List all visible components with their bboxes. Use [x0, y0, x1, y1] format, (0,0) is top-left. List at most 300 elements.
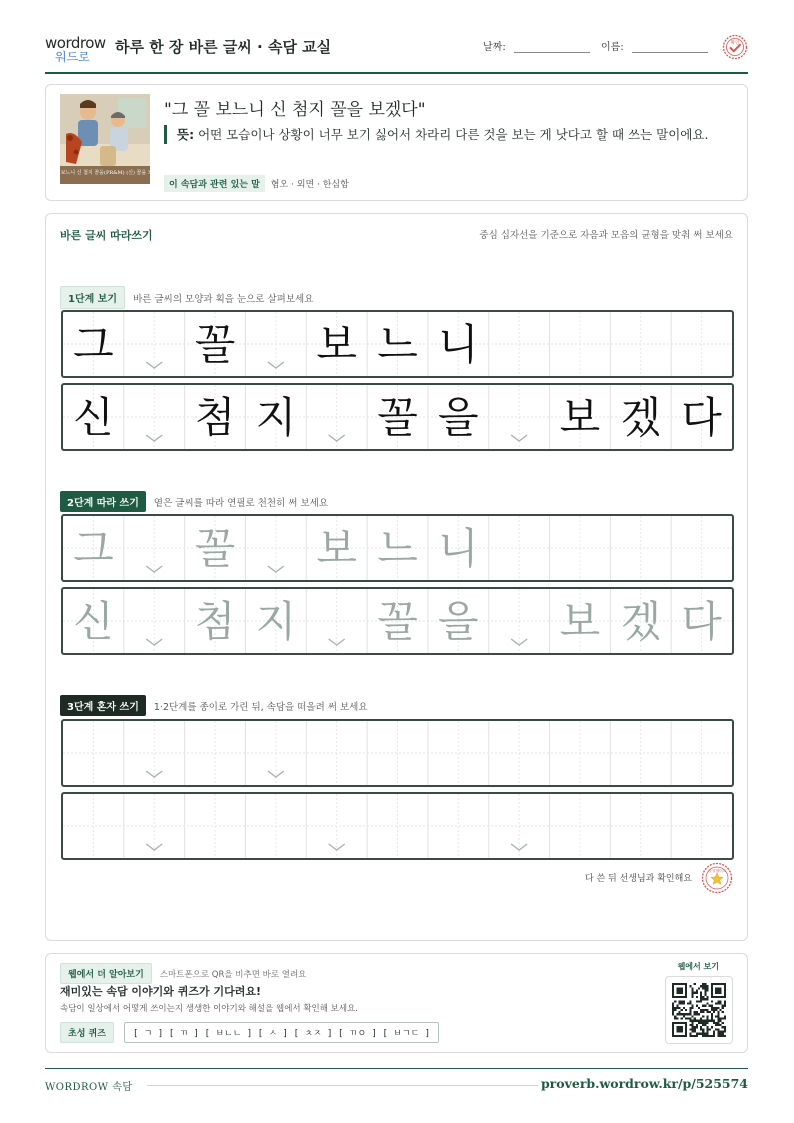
qr-module: [717, 1007, 719, 1009]
date-field[interactable]: [483, 38, 590, 53]
qr-module: [676, 1007, 678, 1009]
qr-module: [702, 1028, 704, 1030]
trace-character: 그: [73, 524, 114, 573]
qr-module: [681, 1009, 683, 1011]
qr-module: [689, 1013, 691, 1015]
qr-module: [700, 996, 702, 998]
trace-character: 느: [377, 524, 418, 573]
step-3-row-2[interactable]: [61, 792, 734, 860]
qr-module: [717, 1015, 719, 1017]
model-character: 지: [255, 393, 297, 442]
qr-module: [691, 1035, 693, 1037]
writing-grid: [63, 516, 732, 580]
qr-module: [674, 1000, 676, 1002]
qr-module: [702, 987, 704, 989]
qr-module: [713, 1011, 715, 1013]
qr-module: [722, 1005, 724, 1007]
qr-module: [685, 1013, 687, 1015]
qr-module: [709, 1005, 711, 1007]
qr-module: [689, 1009, 691, 1011]
qr-module: [704, 987, 706, 989]
trace-character: 겠: [620, 597, 662, 646]
qr-module: [724, 1005, 726, 1007]
qr-module: [702, 1011, 704, 1013]
qr-module: [707, 1015, 709, 1017]
qr-module: [711, 1005, 713, 1007]
qr-module: [702, 1015, 704, 1017]
qr-module: [704, 1005, 706, 1007]
qr-module: [715, 1015, 717, 1017]
model-character: 그: [73, 320, 114, 369]
qr-module: [700, 985, 702, 987]
practice-panel: [45, 213, 748, 941]
qr-module: [691, 989, 693, 991]
qr-module: [720, 1002, 722, 1004]
qr-module: [700, 1000, 702, 1002]
qr-module: [678, 1007, 680, 1009]
trace-character: 신: [73, 597, 114, 646]
qr-module: [689, 1035, 691, 1037]
stamp-text: 확인: [730, 41, 740, 46]
model-character: 첨: [194, 393, 236, 442]
quiz-answer-box[interactable]: [ ㄱ ] [ ㄲ ] [ ㅂㄴㄴ ] [ ㅅ ] [ ㅊㅈ ] [ ㄲㅇ ] [ ㅂㄱㄷ ]: [124, 1022, 439, 1043]
qr-module: [691, 1031, 693, 1033]
step-1-badge: 1단계 보기: [60, 286, 125, 309]
qr-label: 웹에서 보기: [677, 962, 719, 971]
qr-module: [702, 1020, 704, 1022]
qr-module: [707, 1020, 709, 1022]
logo-korean: 워드로: [55, 50, 90, 64]
model-character: 을: [438, 393, 479, 442]
footer-url[interactable]: proverb.wordrow.kr/p/525574: [540, 1076, 748, 1091]
qr-module: [691, 1024, 693, 1026]
step-1-row-2: [61, 383, 734, 451]
qr-module: [698, 987, 700, 989]
qr-module: [707, 1011, 709, 1013]
qr-module: [715, 1007, 717, 1009]
qr-module: [717, 1018, 719, 1020]
qr-module: [720, 1033, 722, 1035]
qr-module: [687, 1018, 689, 1020]
qr-module: [698, 1007, 700, 1009]
web-badge: 웹에서 더 알아보기: [60, 963, 152, 984]
qr-module: [689, 1028, 691, 1030]
qr-module: [700, 1028, 702, 1030]
model-character: 보: [316, 320, 357, 369]
qr-module: [689, 1000, 691, 1002]
qr-module: [696, 1026, 698, 1028]
qr-module: [689, 1020, 691, 1022]
date-line[interactable]: [514, 41, 590, 53]
related-words-row: [164, 175, 349, 192]
qr-module: [715, 1028, 717, 1030]
qr-module: [672, 1002, 674, 1004]
qr-module: [698, 1020, 700, 1022]
wordrow-logo: [45, 34, 109, 64]
qr-module: [698, 1033, 700, 1035]
qr-module: [711, 1026, 713, 1028]
qr-module: [700, 1020, 702, 1022]
footer-divider: [147, 1085, 538, 1086]
qr-module: [702, 1009, 704, 1011]
quiz-label: 초성 퀴즈: [60, 1022, 114, 1043]
qr-module: [700, 998, 702, 1000]
qr-module: [700, 1033, 702, 1035]
qr-module: [678, 1000, 680, 1002]
proverb-card: [45, 84, 748, 201]
model-character: 꼴: [377, 393, 418, 442]
qr-module: [696, 996, 698, 998]
qr-module: [672, 1009, 674, 1011]
qr-module: [717, 1002, 719, 1004]
qr-module: [704, 1035, 706, 1037]
trace-character: 꼴: [377, 597, 418, 646]
qr-module: [694, 1011, 696, 1013]
qr-module: [713, 1020, 715, 1022]
qr-module: [674, 1018, 676, 1020]
proverb-title: "그 꼴 보느니 신 첨지 꼴을 보겠다": [164, 100, 426, 120]
qr-module: [672, 1005, 674, 1007]
qr-module: [691, 1026, 693, 1028]
qr-module: [713, 1022, 715, 1024]
qr-module: [715, 1024, 717, 1026]
name-label: 이름:: [601, 42, 624, 53]
step-2-row-1[interactable]: [61, 514, 734, 582]
qr-module: [717, 1000, 719, 1002]
qr-module: [696, 992, 698, 994]
qr-module: [717, 1011, 719, 1013]
web-subtext: 속담이 일상에서 어떻게 쓰이는지 생생한 이야기와 해설을 웹에서 확인해 보세요.: [60, 1004, 358, 1014]
name-line[interactable]: [632, 41, 708, 53]
trace-character: 지: [255, 597, 297, 646]
qr-module: [702, 1031, 704, 1033]
footer-brand: WORDROW 속담: [45, 1082, 133, 1093]
qr-module: [709, 1020, 711, 1022]
qr-module: [702, 1035, 704, 1037]
qr-module: [683, 1007, 685, 1009]
qr-module: [694, 1018, 696, 1020]
qr-module: [707, 1031, 709, 1033]
qr-module: [700, 1022, 702, 1024]
qr-module: [689, 1007, 691, 1009]
qr-module: [717, 1031, 719, 1033]
qr-module: [707, 1035, 709, 1037]
qr-module: [724, 1018, 726, 1020]
step-2-row-2[interactable]: [61, 587, 734, 655]
qr-finder: [676, 987, 682, 993]
related-words: 혐오 · 외면 · 한심함: [270, 180, 349, 190]
trace-character: 보: [559, 597, 601, 646]
qr-module: [707, 989, 709, 991]
page-title: 하루 한 장 바른 글씨 · 속담 교실: [115, 38, 332, 56]
step-2-header: [60, 491, 328, 512]
qr-module: [715, 1002, 717, 1004]
qr-module: [702, 1005, 704, 1007]
writing-grid: [63, 385, 732, 449]
qr-module: [715, 1009, 717, 1011]
model-character: 꼴: [194, 320, 236, 369]
qr-module: [681, 1013, 683, 1015]
qr-code[interactable]: [665, 976, 733, 1044]
qr-module: [683, 1015, 685, 1017]
qr-module: [691, 1028, 693, 1030]
check-stamp-icon: [722, 34, 748, 60]
model-character: 다: [681, 393, 722, 442]
qr-module: [704, 989, 706, 991]
qr-module: [722, 1035, 724, 1037]
qr-module: [704, 1033, 706, 1035]
trace-character: 을: [438, 597, 479, 646]
qr-module: [704, 983, 706, 985]
qr-module: [707, 996, 709, 998]
qr-module: [707, 1026, 709, 1028]
qr-module: [711, 1035, 713, 1037]
qr-module: [704, 992, 706, 994]
qr-module: [722, 1011, 724, 1013]
trace-character: 첨: [194, 597, 236, 646]
qr-module: [702, 985, 704, 987]
qr-module: [704, 1024, 706, 1026]
qr-module: [696, 1011, 698, 1013]
date-label: 날짜:: [483, 42, 506, 53]
qr-module: [717, 1013, 719, 1015]
step-3-badge: 3단계 혼자 쓰기: [60, 695, 146, 716]
qr-module: [704, 1022, 706, 1024]
practice-hint: 중심 십자선을 기준으로 자음과 모음의 균형을 맞춰 써 보세요: [479, 230, 733, 241]
web-card: [45, 953, 748, 1053]
qr-module: [724, 1035, 726, 1037]
writing-grid: [63, 312, 732, 376]
model-character: 겠: [620, 393, 662, 442]
qr-module: [687, 1002, 689, 1004]
qr-module: [707, 987, 709, 989]
qr-module: [683, 1002, 685, 1004]
qr-module: [724, 1031, 726, 1033]
qr-module: [702, 1022, 704, 1024]
qr-module: [685, 1009, 687, 1011]
teacher-stamp-text: 참 잘했어요: [707, 869, 727, 873]
qr-module: [694, 1013, 696, 1015]
qr-module: [722, 1018, 724, 1020]
qr-module: [713, 1035, 715, 1037]
qr-module: [702, 998, 704, 1000]
qr-module: [678, 1013, 680, 1015]
qr-module: [707, 1018, 709, 1020]
qr-module: [696, 1033, 698, 1035]
qr-module: [724, 1028, 726, 1030]
qr-module: [691, 992, 693, 994]
model-character: 신: [73, 393, 114, 442]
qr-module: [689, 1018, 691, 1020]
qr-module: [698, 1000, 700, 1002]
qr-module: [709, 1011, 711, 1013]
qr-module: [687, 1013, 689, 1015]
qr-module: [696, 1005, 698, 1007]
qr-module: [717, 1022, 719, 1024]
trace-character: 꼴: [194, 524, 236, 573]
qr-module: [691, 1005, 693, 1007]
qr-module: [713, 1007, 715, 1009]
qr-module: [694, 1020, 696, 1022]
trace-character: 보: [316, 524, 357, 573]
meaning-text: 어떤 모습이나 상황이 너무 보기 싫어서 차라리 다른 것을 보는 게 낫다고 할 때 쓰는 말이에요.: [198, 127, 709, 142]
step-3-header: [60, 695, 368, 716]
qr-module: [678, 1011, 680, 1013]
qr-module: [702, 983, 704, 985]
qr-finder: [676, 1026, 682, 1032]
page-header: [45, 28, 748, 74]
qr-module: [722, 1022, 724, 1024]
qr-module: [689, 1011, 691, 1013]
qr-module: [694, 1035, 696, 1037]
qr-module: [696, 1000, 698, 1002]
trace-character: 니: [438, 524, 479, 573]
web-headline: 재미있는 속담 이야기와 퀴즈가 기다려요!: [60, 985, 261, 998]
qr-module: [698, 1013, 700, 1015]
qr-module: [700, 1026, 702, 1028]
qr-module: [702, 1024, 704, 1026]
qr-module: [711, 1020, 713, 1022]
qr-module: [689, 1024, 691, 1026]
model-character: 니: [438, 320, 479, 369]
qr-module: [676, 1013, 678, 1015]
qr-module: [717, 1020, 719, 1022]
qr-module: [696, 1035, 698, 1037]
qr-module: [720, 1035, 722, 1037]
qr-module: [711, 1015, 713, 1017]
qr-module: [681, 1000, 683, 1002]
qr-module: [691, 1007, 693, 1009]
qr-module: [674, 1015, 676, 1017]
meaning-label: 뜻:: [177, 127, 195, 142]
qr-module: [720, 1031, 722, 1033]
qr-code-icon: [672, 983, 726, 1037]
qr-module: [674, 1009, 676, 1011]
qr-module: [722, 1026, 724, 1028]
qr-module: [672, 1013, 674, 1015]
qr-module: [711, 1013, 713, 1015]
qr-module: [707, 1009, 709, 1011]
qr-module: [720, 1000, 722, 1002]
qr-module: [722, 1033, 724, 1035]
qr-module: [707, 1028, 709, 1030]
qr-module: [676, 1018, 678, 1020]
qr-module: [724, 1000, 726, 1002]
model-character: 보: [559, 393, 601, 442]
step-2-badge: 2단계 따라 쓰기: [60, 491, 146, 512]
qr-module: [691, 994, 693, 996]
step-1-header: [60, 286, 313, 309]
qr-module: [720, 1024, 722, 1026]
illustration-caption: 그 꼴 보느니 신 첨지 꼴을(PR&M) (신) 꼴을 보겠다: [47, 170, 163, 176]
qr-module: [715, 1022, 717, 1024]
qr-module: [720, 1020, 722, 1022]
qr-module: [704, 1009, 706, 1011]
qr-module: [700, 1011, 702, 1013]
writing-grid: [63, 721, 732, 785]
qr-module: [691, 1015, 693, 1017]
step-1-desc: 바른 글씨의 모양과 획을 눈으로 살펴보세요: [133, 293, 314, 305]
trace-character: 다: [681, 597, 722, 646]
web-badge-desc: 스마트폰으로 QR을 비추면 바로 열려요: [159, 969, 307, 980]
qr-module: [694, 1028, 696, 1030]
meaning-block: [164, 125, 724, 144]
writing-grid: [63, 589, 732, 653]
qr-module: [681, 1002, 683, 1004]
qr-module: [717, 1024, 719, 1026]
teacher-check-note: 다 쓴 뒤 선생님과 확인해요: [584, 874, 692, 884]
name-field[interactable]: [601, 38, 708, 53]
qr-module: [683, 1013, 685, 1015]
qr-module: [700, 994, 702, 996]
qr-module: [696, 1020, 698, 1022]
qr-module: [707, 1022, 709, 1024]
qr-module: [711, 1009, 713, 1011]
qr-module: [676, 1005, 678, 1007]
quiz-row: [60, 1022, 439, 1043]
qr-module: [694, 1026, 696, 1028]
qr-module: [713, 1009, 715, 1011]
qr-module: [711, 1000, 713, 1002]
qr-module: [694, 1031, 696, 1033]
qr-module: [717, 1033, 719, 1035]
qr-finder: [715, 987, 721, 993]
teacher-star-stamp-icon: [701, 862, 733, 894]
step-3-row-1[interactable]: [61, 719, 734, 787]
qr-module: [720, 1018, 722, 1020]
qr-module: [700, 1009, 702, 1011]
qr-module: [707, 985, 709, 987]
qr-module: [672, 1007, 674, 1009]
qr-module: [683, 1000, 685, 1002]
related-tag: 이 속담과 관련 있는 말: [164, 175, 265, 192]
qr-module: [722, 1007, 724, 1009]
qr-module: [724, 1026, 726, 1028]
proverb-illustration: [47, 94, 163, 184]
qr-module: [700, 992, 702, 994]
qr-module: [685, 1018, 687, 1020]
qr-module: [672, 1011, 674, 1013]
qr-module: [696, 1024, 698, 1026]
qr-module: [711, 1018, 713, 1020]
qr-module: [713, 1033, 715, 1035]
qr-module: [700, 1018, 702, 1020]
qr-module: [704, 985, 706, 987]
qr-module: [691, 1020, 693, 1022]
qr-module: [691, 996, 693, 998]
qr-module: [696, 989, 698, 991]
qr-module: [681, 1018, 683, 1020]
qr-module: [689, 1002, 691, 1004]
qr-module: [689, 1033, 691, 1035]
qr-module: [717, 1028, 719, 1030]
qr-module: [707, 998, 709, 1000]
logo-wordmark: wordrow: [45, 34, 106, 52]
qr-module: [691, 1022, 693, 1024]
step-1-row-1: [61, 310, 734, 378]
qr-module: [696, 1013, 698, 1015]
qr-module: [678, 1002, 680, 1004]
qr-module: [704, 998, 706, 1000]
qr-module: [709, 1028, 711, 1030]
qr-module: [707, 1033, 709, 1035]
qr-module: [724, 1015, 726, 1017]
qr-module: [722, 1031, 724, 1033]
model-character: 느: [377, 320, 418, 369]
qr-module: [674, 1007, 676, 1009]
step-2-desc: 옅은 글씨를 따라 연필로 천천히 써 보세요: [153, 497, 329, 509]
qr-module: [694, 983, 696, 985]
